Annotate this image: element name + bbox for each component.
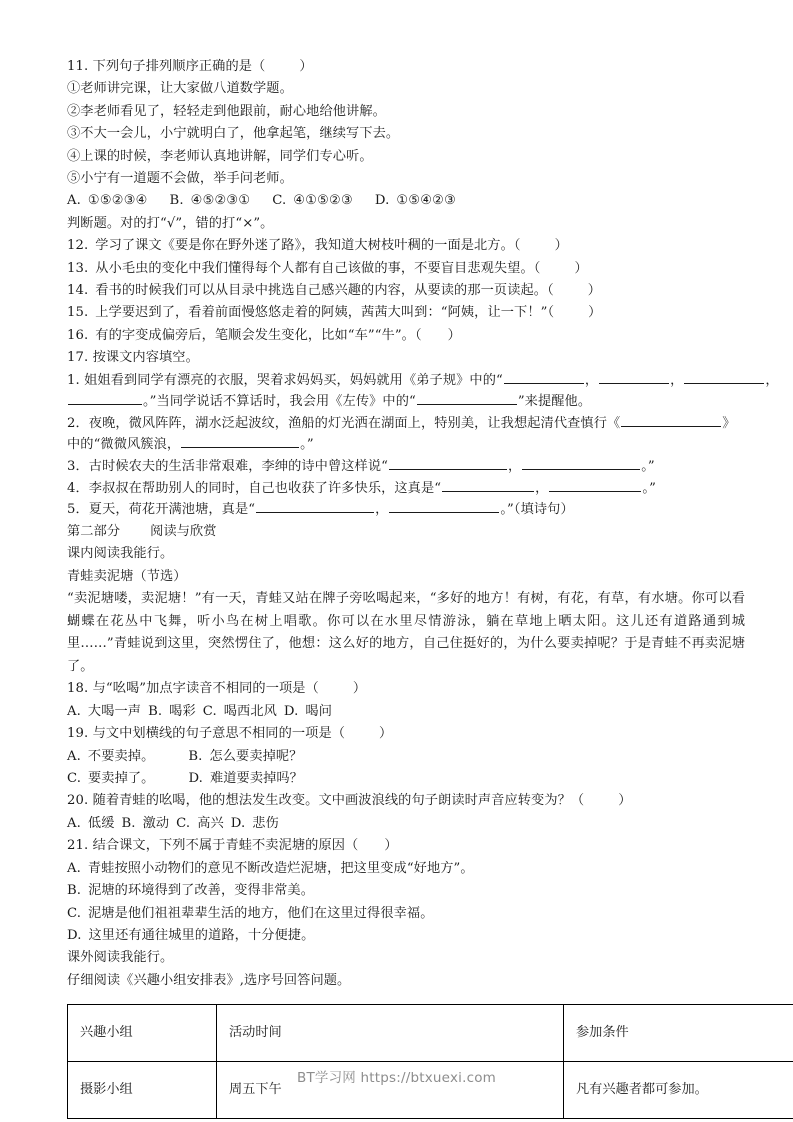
q21-option-d-label: D. — [67, 927, 82, 943]
question-16-num: 16. — [67, 327, 89, 343]
part-2-title: 第二部分 — [67, 523, 121, 539]
q19-option-c-text[interactable]: 要卖掉了。 — [88, 771, 155, 787]
option-c-label: C. — [272, 193, 287, 209]
question-21-close: ） — [384, 838, 398, 854]
q19-option-a-text[interactable]: 不要卖掉。 — [87, 748, 155, 764]
q21-option-a-text: 青蛙按照小动物们的意见不断改造烂泥塘，把这里变成“好地方”。 — [87, 860, 474, 876]
question-17-fill-1-line-2 — [67, 391, 745, 413]
fill-blank-3-2[interactable] — [522, 456, 640, 470]
table-cell-time: 周五下午 — [217, 1062, 564, 1119]
q20-option-b-label: B. — [121, 815, 136, 831]
question-21-option-a[interactable] — [67, 858, 745, 880]
question-18-options — [67, 701, 745, 723]
fill-4-text-c: 。” — [642, 480, 656, 496]
question-11-stem-text: 11. 下列句子排列顺序正确的是（ — [67, 59, 266, 74]
reading-passage: “卖泥塘喽，卖泥塘！”有一天，青蛙又站在牌子旁吆喝起来，“多好的地方！有树，有花，有草，有水塘。你可以看蝴蝶在花丛中飞舞，听小鸟在树上唱歌。你可以在水里尽情游泳，躺在草地上晒太阳。这儿还有道路通到城里……”青蛙说到这里，突然愣住了，他想：这么好的地方，自己住挺好的，为什么要卖掉呢？于是青蛙不再卖泥塘了。 — [67, 591, 745, 674]
fill-blank-5-1[interactable] — [256, 499, 374, 513]
question-12 — [67, 235, 745, 257]
fill-5-text-c: 。”（填诗句） — [500, 502, 574, 518]
question-11-item-1: ①老师讲完课，让大家做八道数学题。 — [67, 81, 293, 97]
q19-option-d-label: D. — [188, 771, 203, 787]
option-a-label: A. — [67, 193, 81, 209]
option-a-text[interactable]: ①⑤②③④ — [87, 193, 148, 209]
site-watermark: BT学习网 https://btxuexi.com — [296, 1070, 497, 1086]
question-19-close: ） — [379, 726, 393, 742]
question-21-stem-text: 21. 结合课文，下列不属于青蛙不卖泥塘的原因（ — [67, 838, 359, 854]
q18-option-a-label: A. — [67, 703, 81, 719]
question-16-text: 有的字变成偏旁后，笔顺会发生变化，比如“车”“牛”。（ — [95, 327, 422, 343]
question-15-num: 15. — [67, 305, 89, 321]
fill-2-text-d: 。” — [300, 437, 314, 453]
q19-option-a-label: A. — [67, 748, 81, 764]
fill-1-text-a: 1. 姐姐看到同学有漂亮的衣服，哭着求妈妈买，妈妈就用《弟子规》中的“ — [67, 372, 503, 388]
table-header-time: 活动时间 — [217, 1005, 564, 1062]
table-header-row — [68, 1005, 793, 1062]
q19-option-b-label: B. — [188, 748, 203, 764]
question-18-stem — [67, 678, 745, 700]
fill-blank-1-3[interactable] — [684, 370, 764, 384]
q20-option-c-label: C. — [176, 815, 191, 831]
fill-1-text-e: 。”当同学说话不算话时，我会用《左传》中的“ — [143, 394, 416, 410]
fill-2-text-c: 中的“微微风簇浪， — [67, 437, 181, 453]
question-19-stem-text: 19. 与文中划横线的句子意思不相同的一项是（ — [67, 726, 346, 742]
question-11-item-3: ③不大一会儿，小宁就明白了，他拿起笔，继续写下去。 — [67, 126, 400, 142]
judgement-instruction: 判断题。对的打“√”，错的打“×”。 — [67, 215, 274, 231]
fill-4-text-a: 4．李叔叔在帮助别人的同时，自己也收获了许多快乐，这真是“ — [67, 480, 442, 496]
question-17-fill-1-line-1 — [67, 370, 779, 392]
fill-1-text-f: ”来提醒他。 — [517, 394, 592, 410]
question-11-options — [67, 190, 745, 212]
passage-title: 青蛙卖泥塘（节选） — [67, 568, 187, 584]
question-21-option-c[interactable] — [67, 903, 745, 925]
fill-1-text-b: ， — [584, 372, 599, 388]
question-14-close: ） — [587, 283, 602, 299]
fill-1-text-c: ， — [670, 372, 684, 388]
question-11-item-4: ④上课的时候，李老师认真地讲解，同学们专心听。 — [67, 148, 373, 164]
question-12-text: 学习了课文《要是你在野外迷了路》，我知道大树枝叶稠的一面是北方。（ — [95, 238, 521, 254]
table-header-condition: 参加条件 — [564, 1005, 793, 1062]
q18-option-c-text[interactable]: 喝西北风 — [223, 703, 277, 719]
q21-option-c-label: C. — [67, 905, 82, 921]
q20-option-a-text[interactable]: 低缓 — [87, 815, 115, 831]
q21-option-b-label: B. — [67, 883, 82, 899]
question-18-close: ） — [352, 681, 367, 697]
question-17-fill-2-line-2 — [67, 434, 745, 456]
option-d-text[interactable]: ①⑤④②③ — [396, 193, 457, 209]
fill-blank-1-5[interactable] — [417, 391, 517, 405]
fill-blank-3-1[interactable] — [389, 456, 507, 470]
option-d-label: D. — [374, 193, 390, 209]
fill-blank-2-1[interactable] — [621, 413, 721, 427]
fill-blank-5-2[interactable] — [389, 499, 499, 513]
fill-3-text-a: 3．古时候农夫的生活非常艰难，李绅的诗中曾这样说“ — [67, 459, 388, 475]
question-17-fill-2-line-1 — [67, 413, 745, 435]
intensive-reading-intro: 课内阅读我能行。 — [67, 546, 174, 562]
fill-5-text-b: ， — [375, 502, 389, 518]
question-20-stem — [67, 790, 745, 812]
option-b-text[interactable]: ④⑤②③① — [190, 193, 251, 209]
question-12-close: ） — [554, 238, 568, 254]
q19-option-d-text[interactable]: 难道要卖掉吗？ — [209, 771, 303, 787]
q20-option-d-text[interactable]: 悲伤 — [252, 815, 279, 831]
question-11-stem — [67, 56, 745, 78]
question-14-text: 看书的时候我们可以从目录中挑选自己感兴趣的内容，从要读的那一页读起。（ — [95, 283, 554, 299]
q21-option-c-text: 泥塘是他们祖祖辈辈生活的地方，他们在这里过得很幸福。 — [88, 905, 434, 921]
question-13 — [67, 258, 745, 280]
question-17-fill-3 — [67, 456, 745, 478]
q20-option-d-label: D. — [230, 815, 246, 831]
fill-blank-4-1[interactable] — [442, 478, 534, 492]
fill-2-text-a: 2．夜晚，微风阵阵，湖水泛起波纹，渔船的灯光洒在湖面上，特别美，让我想起清代查慎行《 — [67, 415, 621, 431]
question-13-num: 13. — [67, 260, 89, 276]
fill-blank-1-1[interactable] — [504, 370, 584, 384]
question-11-item-5: ⑤小宁有一道题不会做，举手问老师。 — [67, 171, 293, 187]
option-b-label: B. — [169, 193, 184, 209]
q20-option-c-text[interactable]: 高兴 — [197, 815, 224, 831]
q19-option-c-label: C. — [67, 771, 82, 787]
q18-option-c-label: C. — [202, 703, 217, 719]
question-20-options — [67, 813, 745, 835]
q18-option-d-label: D. — [283, 703, 299, 719]
q18-option-a-text[interactable]: 大喝一声 — [87, 703, 142, 719]
q20-option-b-text[interactable]: 激动 — [142, 815, 170, 831]
question-19-options-row-2 — [67, 768, 745, 790]
question-18-stem-text: 18. 与“吆喝”加点字读音不相同的一项是（ — [67, 681, 319, 697]
fill-3-text-c: 。” — [641, 459, 655, 475]
question-16-close: ） — [447, 327, 461, 343]
question-14-num: 14. — [67, 283, 89, 299]
question-21-option-d[interactable] — [67, 925, 745, 947]
question-20-close: ） — [618, 793, 632, 809]
extensive-reading-intro: 课外阅读我能行。 — [67, 950, 174, 966]
q18-option-b-text[interactable]: 喝彩 — [169, 703, 196, 719]
question-12-num: 12. — [67, 238, 89, 254]
question-11-item-2: ②李老师看见了，轻轻走到他跟前，耐心地给他讲解。 — [67, 103, 386, 119]
part-2-subtitle: 阅读与欣赏 — [150, 523, 217, 539]
question-19-stem — [67, 723, 745, 745]
option-c-text[interactable]: ④①⑤②③ — [293, 193, 353, 209]
table-cell-group: 摄影小组 — [68, 1062, 217, 1119]
q19-option-b-text[interactable]: 怎么要卖掉呢？ — [209, 748, 303, 764]
question-16 — [67, 325, 745, 347]
part-2-heading — [67, 521, 745, 543]
q21-option-d-text: 这里还有通往城里的道路，十分便捷。 — [88, 927, 315, 943]
question-11-stem-close: ） — [299, 59, 313, 74]
fill-4-text-b: ， — [535, 480, 549, 496]
question-14 — [67, 280, 745, 302]
fill-2-text-b: 》 — [722, 415, 736, 431]
question-13-text: 从小毛虫的变化中我们懂得每个人都有自己该做的事，不要盲目悲观失望。（ — [95, 260, 541, 276]
question-15-close: ） — [588, 305, 602, 321]
question-21-stem — [67, 835, 745, 857]
question-21-option-b[interactable] — [67, 880, 745, 902]
question-13-close: ） — [574, 260, 588, 276]
fill-1-text-d: ， — [765, 372, 779, 388]
q18-option-d-text[interactable]: 喝问 — [305, 703, 332, 719]
question-17-heading: 17. 按课文内容填空。 — [67, 350, 199, 366]
extensive-reading-instruction: 仔细阅读《兴趣小组安排表》,选序号回答问题。 — [67, 972, 351, 988]
table-header-group: 兴趣小组 — [68, 1005, 217, 1062]
question-17-fill-4 — [67, 478, 745, 500]
question-15-text: 上学要迟到了，看着前面慢悠悠走着的阿姨，茜茜大叫到：“阿姨，让一下！”（ — [95, 305, 555, 321]
question-17-fill-5 — [67, 499, 745, 521]
fill-blank-4-2[interactable] — [549, 478, 641, 492]
question-19-options-row-1 — [67, 746, 745, 768]
fill-blank-1-4[interactable] — [68, 391, 142, 405]
q21-option-b-text: 泥塘的环境得到了改善，变得非常美。 — [88, 883, 314, 899]
fill-blank-1-2[interactable] — [599, 370, 669, 384]
table-cell-condition: 凡有兴趣者都可参加。 — [564, 1062, 793, 1119]
q20-option-a-label: A. — [67, 815, 81, 831]
fill-blank-2-2[interactable] — [181, 434, 299, 448]
schedule-table — [67, 1004, 793, 1119]
q21-option-a-label: A. — [67, 860, 81, 876]
q18-option-b-label: B. — [148, 703, 163, 719]
question-20-stem-text: 20. 随着青蛙的吆喝，他的想法发生改变。文中画波浪线的句子朗读时声音应转变为？（ — [67, 793, 585, 809]
question-15 — [67, 302, 745, 324]
fill-5-text-a: 5．夏天，荷花开满池塘，真是“ — [67, 502, 256, 518]
fill-3-text-b: ， — [507, 459, 522, 475]
